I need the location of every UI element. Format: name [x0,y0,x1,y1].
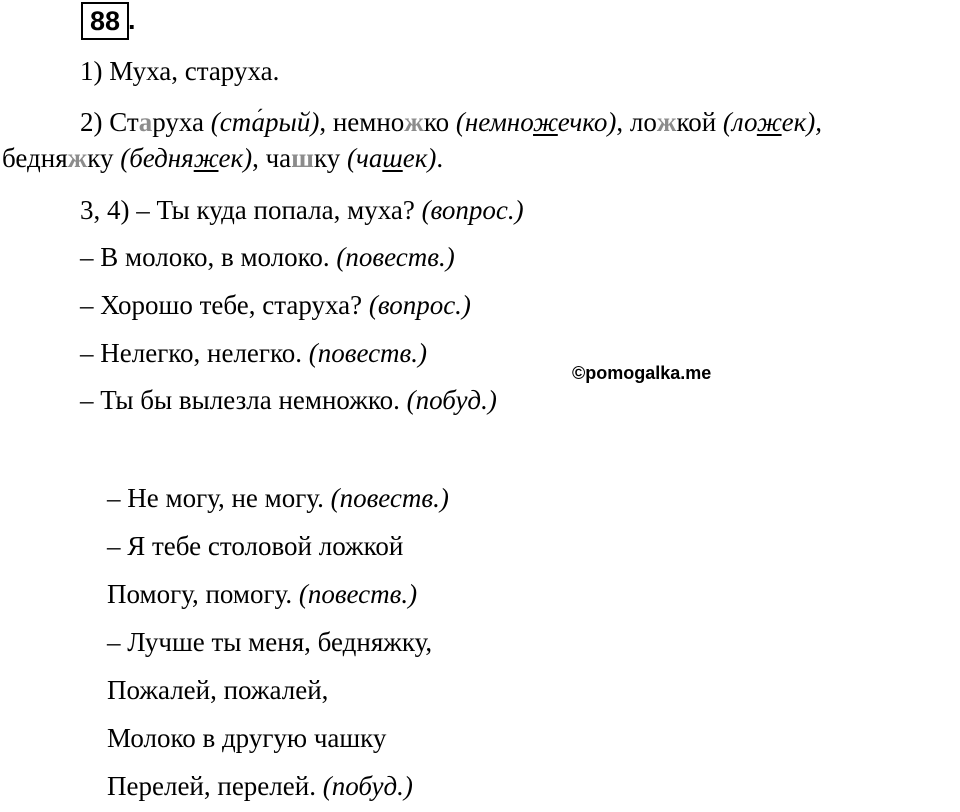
task-number-dot: . [128,5,136,35]
p2-hint-2-underlined: ж [533,107,558,137]
dialogue-line-5 [80,384,497,416]
paragraph-1: 1) Муха, старуха. [80,56,280,86]
dialogue-line-4 [80,337,427,369]
paragraph-2-line-1 [80,106,822,138]
task-number: 88 [81,2,129,40]
p2-hint-5-a: (ча [346,143,383,173]
p2-comma-1: , [319,107,327,137]
p2-word-3-c: кой [676,107,717,137]
p2-comma-2: , [616,107,624,137]
p2-word-2-a: немно [332,107,405,137]
p2-word-5-highlight: ш [291,143,314,173]
p2-word-5-c: ку [313,143,341,173]
verse-text: – Лучше ты меня, бедняжку, [107,627,433,657]
verse-text: Помогу, помогу. [107,579,293,609]
sentence-type-note: (повеств.) [308,338,428,368]
paragraph-2-line-2 [2,142,443,174]
dialogue-line-1 [80,194,524,226]
p2-vowel-highlight: а [138,107,153,137]
p2-prefix: 2) Ст [80,107,139,137]
sentence-type-note: (побуд.) [322,771,413,801]
verse-text: – Не могу, не могу. [107,483,324,513]
verse-line-1 [107,482,449,514]
dialogue-text: – Нелегко, нелегко. [80,338,302,368]
p2-hint-4-a: (бедня [120,143,194,173]
p2-word-2-c: ко [423,107,450,137]
dialogue-text: – Ты бы вылезла немножко. [80,385,400,415]
p2-word-5-a: ча [265,143,292,173]
p2-word-4 [2,143,113,173]
p2-hint-4 [120,143,252,173]
p2-hint-4-underlined: ж [193,143,219,173]
p2-word-2 [333,107,449,137]
verse-text: Перелей, перелей. [107,771,316,801]
p2-word-4-a: бедня [2,143,68,173]
p2-hint-5 [347,143,436,173]
p2-comma-4: , [252,143,259,173]
verse-text: Молоко в другую чашку [107,723,387,753]
p2-hint-3-underlined: ж [756,107,782,137]
verse-text: – Я тебе столовой ложкой [107,531,404,561]
sentence-type-note: (повеств.) [336,242,455,272]
p2-hint-1-a: (ст [210,107,252,137]
verse-line-5 [107,674,328,706]
p2-word-1-rest: руха [152,107,204,137]
p2-hint-1-c: рый) [265,107,320,137]
p2-hint-2-c: ечко) [557,107,617,137]
p2-end: . [436,143,444,173]
dialogue-line-3 [80,289,471,321]
p2-word-4-c: ку [87,143,114,173]
watermark: ©pomogalka.me [572,363,712,383]
p2-word-2-highlight: ж [404,107,424,137]
verse-line-7 [107,770,413,802]
p2-hint-2 [456,107,617,137]
p2-hint-3-a: (ло [722,107,757,137]
p2-hint-3-c: ек), [781,107,822,137]
sentence-type-note: (повеств.) [330,483,449,513]
dialogue-text: – В молоко, в молоко. [80,242,330,272]
dialogue-line-2 [80,241,455,273]
p2-word-3 [630,107,716,137]
p2-hint-2-a: (немно [455,107,534,137]
sentence-type-note: (повеств.) [298,579,418,609]
verse-line-6 [107,722,386,754]
dialogue-text: 3, 4) – Ты куда попала, муха? [80,195,415,225]
verse-line-4 [107,626,432,658]
verse-line-3 [107,578,417,610]
sentence-type-note: (вопрос.) [421,195,524,225]
sentence-type-note: (побуд.) [406,385,497,415]
verse-text: Пожалей, пожалей, [107,675,329,705]
p2-hint-3 [723,107,822,137]
p2-hint-1 [211,107,320,137]
p2-hint-1-stressed: а ´ [252,107,266,137]
p2-word-5 [266,143,341,173]
sentence-type-note: (вопрос.) [368,290,471,320]
p2-word-3-highlight: ж [656,107,677,137]
p2-hint-5-c: ек) [402,143,437,173]
p2-word-4-highlight: ж [67,143,88,173]
dialogue-text: – Хорошо тебе, старуха? [80,290,363,320]
p2-hint-4-c: ек) [218,143,253,173]
p2-word-3-a: ло [629,107,657,137]
p2-hint-5-underlined: ш [382,143,403,173]
verse-line-2 [107,530,403,562]
